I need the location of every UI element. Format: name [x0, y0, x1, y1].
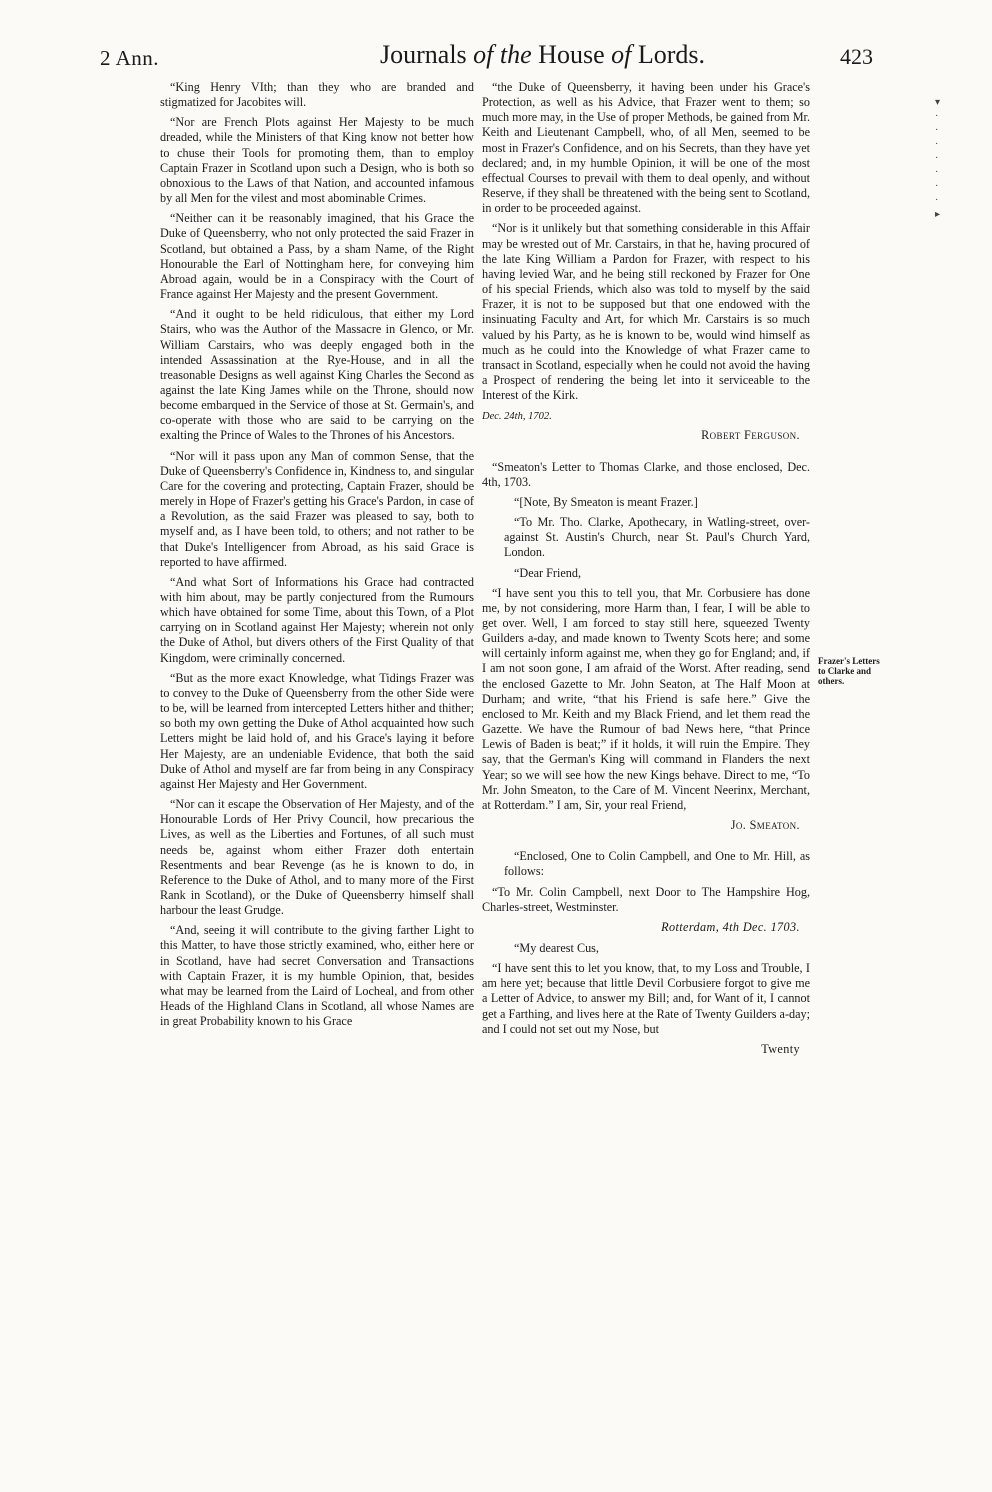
- letter-date: Dec. 24th, 1702.: [482, 411, 552, 423]
- left-paragraph: “ And what Sort of Informations his Grace had contracted with him about, may be partly conjectured from the Rumours which have obtained for some Time, about this Town, of a Plot carrying on in Scotland against Her Majesty; wherein not only the Duke of Athol, but divers others of the First Quality of that Kingdom, were criminally concerned.: [160, 575, 474, 666]
- catchword: Twenty: [761, 1041, 800, 1056]
- salutation: “ My dearest Cus,: [482, 941, 810, 956]
- address-campbell: “ To Mr. Colin Campbell, next Door to The Hampshire Hog, Charles-street, Westminster.: [482, 885, 810, 915]
- left-paragraph: “ Nor are French Plots against Her Majesty to be much dreaded, while the Ministers of that King know not better how to chuse their Tools for promoting them, than to employ Captain Frazer in Scotland upon such a Design, who is both so obnoxious to the Laws of that Nation, and accounted infamous by all Men for the vilest and most abominable Crimes.: [160, 115, 474, 206]
- signature-ferguson: Robert Ferguson.: [701, 428, 800, 443]
- left-paragraph: “ King Henry VIth; than they who are branded and stigmatized for Jacobites will.: [160, 80, 474, 110]
- salutation: “ Dear Friend,: [482, 566, 810, 581]
- right-paragraph: “ the Duke of Queensberry, it having been under his Grace's Protection, as well as his Advice, that Frazer went to them; so much more may, in the Use of proper Methods, be gained from Mr. Keith and Lieutenant Campbell, who, of all Men, seemed to be most in Frazer's Confidence, and on his Secrets, than they have yet declared; and, in my humble Opinion, it will be one of the most effectual Courses to prevail with them to deal openly, and without Reserve, if they shall be threatened with the being sent to Scotland, in order to be proceeded against.: [482, 80, 810, 216]
- edge-marks: ▾ · · · · · · · ▸: [935, 97, 941, 220]
- enclosed-heading: “ Enclosed, One to Colin Campbell, and One to Mr. Hill, as follows:: [482, 849, 810, 879]
- left-column: [160, 80, 474, 1034]
- running-header-title: Journals of the House of Lords.: [380, 40, 706, 69]
- margin-note: Frazer's Letters to Clarke and others.: [818, 656, 880, 686]
- left-paragraph: “ And, seeing it will contribute to the giving farther Light to this Matter, to have those strictly examined, who, either here or in Scotland, have had secret Conversation and Transactions with Captain Frazer, it is my humble Opinion, that, besides what may be learned from the Laird of Locheal, and from other Heads of the Highland Clans in Scotland, all whose Names are in great Probability known to his Grace: [160, 923, 474, 1029]
- letter-body: “ I have sent you this to tell you, that Mr. Corbusiere has done me, by not considering, more Harm than, I fear, I will be able to get over. Well, I am forced to stay still here, squeezed Twenty Guilders a-day, and made known to Twenty Scots here; and some will certainly inform against me, when they go for England; and, if I am not soon gone, I am afraid of the Worst. After reading, send the enclosed Gazette to Mr. John Seaton, at The Half Moon at Durham; and write, “that his Friend is safe here.” Give the enclosed to Mr. Keith and my Black Friend, and let them read the Gazette. We have the Rumour of bad News here, “that Prince Lewis of Baden is beat;” if it holds, it will ruin the Empire. They say, that the German's King will command in Flanders the next Year; so we will see how the new Kings behave. Direct to me, “To Mr. John Smeaton, to the Care of M. Vincent Neerinx, Merchant, at Rotterdam.” I am, Sir, your real Friend,: [482, 586, 810, 813]
- right-column: [482, 80, 810, 1063]
- left-paragraph: “ Nor will it pass upon any Man of common Sense, that the Duke of Queensberry's Confidence in, Kindness to, and singular Care for the covering and protecting, Captain Frazer, should be merely in Hope of Frazer's getting his Grace's Pardon, in case of a Revolution, as the said Frazer was pleased to say, both to myself and, as I have been told, to others; and not rather to be that Duke's Intelligencer from Abroad, as his said Grace is reported to have affirmed.: [160, 449, 474, 570]
- left-paragraph: “ Nor can it escape the Observation of Her Majesty, and of the Honourable Lords of Her Privy Council, how precarious the Lives, as well as the Liberties and Fortunes, of all such must needs be, against whom either Frazer doth entertain Resentments and bear Revenge (as he is known to do, in Reference to the Duke of Athol, and to many more of the First Rank in Scotland), or the Duke of Queensberry himself shall harbour the least Grudge.: [160, 797, 474, 918]
- left-paragraph: “ Neither can it be reasonably imagined, that his Grace the Duke of Queensberry, who not only protected the said Frazer in Scotland, but obtained a Pass, by a sham Name, of the Right Honourable the Earl of Nottingham here, for conveying him Abroad again, would be in a Conspiracy with the Court of France against Her Majesty and the present Government.: [160, 211, 474, 302]
- left-paragraph: “ And it ought to be held ridiculous, that either my Lord Stairs, who was the Author of the Massacre in Glenco, or Mr. William Carstairs, who was deeply engaged both in the intended Assassination at the Rye-House, and in all the treasonable Designs as well against King Charles the Second as against the late King James while on the Throne, should now become embarqued in the Service of those at St. Germain's, and co-operate with those who are said to be carrying on the exalting the Prince of Wales to the Thrones of his Ancestors.: [160, 307, 474, 443]
- left-paragraph: “ But as the more exact Knowledge, what Tidings Frazer was to convey to the Duke of Queensberry from the other Side were to be, will be learned from intercepted Letters hither and thither; so both my own getting the Duke of Athol acquainted how such Letters might be laid hold of, and his Grace's laying it before Her Majesty, are an undeniable Evidence, that both the said Duke of Athol and myself are far from being in any Conspiracy against Her Majesty and Her Government.: [160, 671, 474, 792]
- page-number: 423: [840, 44, 873, 69]
- address-clarke: “ To Mr. Tho. Clarke, Apothecary, in Watling-street, over-against St. Austin's Church, near St. Paul's Church Yard, London.: [482, 515, 810, 560]
- signature-smeaton: Jo. Smeaton.: [730, 818, 800, 833]
- running-header-date: 2 Ann.: [100, 46, 160, 70]
- editor-note: “ [Note, By Smeaton is meant Frazer.]: [482, 495, 810, 510]
- letter-body: “ I have sent this to let you know, that, to my Loss and Trouble, I am here yet; because that little Devil Corbusiere forgot to give me a Letter of Advice, to answer my Bill; and, for Want of it, I cannot get a Farthing, and lives here at the Rate of Twenty Guilders a-day; and I could not set out my Nose, but: [482, 961, 810, 1037]
- right-paragraph: “ Nor is it unlikely but that something considerable in this Affair may be wrested out of Mr. Carstairs, in that he, having procured of the late King William a Pardon for Frazer, with respect to his having levied War, and he being still reckoned by Frazer for One of his special Friends, which also was told to myself by the said Frazer, it is not to be supposed but that one endowed with the insinuating Faculty and Art, for which Mr. Carstairs is so much valued by his Party, as he is known to be, would wind himself as much as he could into the Knowledge of what Frazer came to transact in Scotland, especially when he could not avoid the having a Prospect of rendering the being let into it serviceable to the Interest of the Kirk.: [482, 221, 810, 403]
- section-heading: “ Smeaton's Letter to Thomas Clarke, and those enclosed, Dec. 4th, 1703.: [482, 460, 810, 490]
- dateline-rotterdam: Rotterdam, 4th Dec. 1703.: [661, 919, 800, 934]
